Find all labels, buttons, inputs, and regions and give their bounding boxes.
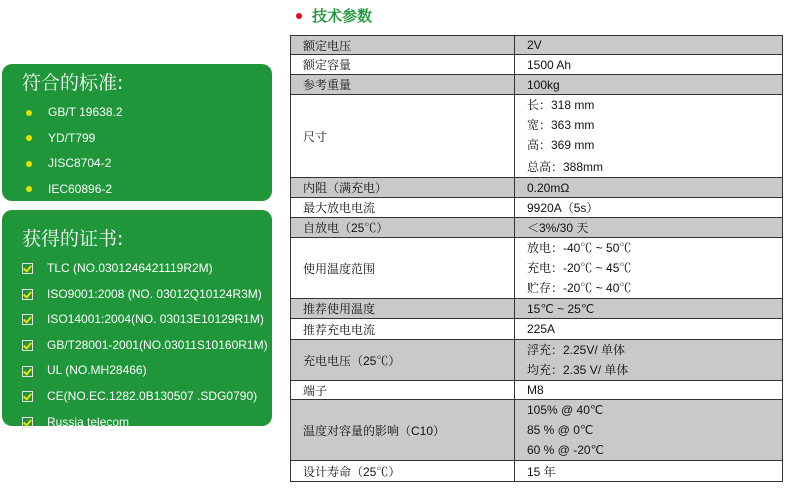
bullet-dot-icon xyxy=(26,110,32,116)
table-row xyxy=(291,75,783,95)
spec-value: ＜3%/30 天 xyxy=(515,218,783,238)
spec-label: 使用温度范围 xyxy=(291,238,515,299)
checkbox-icon xyxy=(22,340,33,351)
specs-table xyxy=(290,35,783,482)
spec-value: 9920A（5s） xyxy=(515,198,783,218)
spec-value: 15 年 xyxy=(515,461,783,482)
spec-label: 参考重量 xyxy=(291,75,515,95)
list-item: UL (NO.MH28466) xyxy=(22,358,272,384)
list-item: ISO9001:2008 (NO. 03012Q10124R3M) xyxy=(22,282,272,308)
standards-panel xyxy=(2,64,272,201)
bullet-dot-icon xyxy=(26,161,32,167)
specs-title: 技术参数 xyxy=(296,5,372,27)
spec-value: 100kg xyxy=(515,75,783,95)
checkbox-icon xyxy=(22,289,33,300)
table-row xyxy=(291,461,783,482)
standards-list xyxy=(22,100,272,202)
list-item: ISO14001:2004(NO. 03013E10129R1M) xyxy=(22,307,272,333)
spec-value: M8 xyxy=(515,381,783,400)
spec-value: 105% @ 40℃ 85 % @ 0℃ 60 % @ -20℃ xyxy=(515,400,783,461)
spec-label: 尺寸 xyxy=(291,95,515,178)
certificates-list xyxy=(22,256,272,435)
spec-value: 15℃ ~ 25℃ xyxy=(515,299,783,319)
spec-label: 温度对容量的影响（C10） xyxy=(291,400,515,461)
spec-label: 推荐充电电流 xyxy=(291,319,515,340)
table-row xyxy=(291,319,783,340)
spec-label: 充电电压（25℃） xyxy=(291,340,515,381)
spec-label: 额定电压 xyxy=(291,36,515,55)
spec-label: 最大放电电流 xyxy=(291,198,515,218)
certificates-title: 获得的证书: xyxy=(22,228,124,250)
list-item: GB/T 19638.2 xyxy=(22,100,272,126)
checkbox-icon xyxy=(22,263,33,274)
table-row xyxy=(291,178,783,198)
spec-label: 额定容量 xyxy=(291,55,515,75)
table-row xyxy=(291,381,783,400)
spec-value: 2V xyxy=(515,36,783,55)
spec-label: 自放电（25℃） xyxy=(291,218,515,238)
checkbox-icon xyxy=(22,314,33,325)
checkbox-icon xyxy=(22,391,33,402)
spec-value: 0.20mΩ xyxy=(515,178,783,198)
list-item: GB/T28001-2001(NO.03011S10160R1M) xyxy=(22,333,272,359)
spec-value: 放电：-40℃ ~ 50℃ 充电：-20℃ ~ 45℃ 贮存：-20℃ ~ 40℃ xyxy=(515,238,783,299)
standards-title: 符合的标准: xyxy=(22,72,124,94)
table-row xyxy=(291,95,783,178)
spec-value: 浮充：2.25V/ 单体 均充：2.35 V/ 单体 xyxy=(515,340,783,381)
spec-value: 1500 Ah xyxy=(515,55,783,75)
spec-value: 长：318 mm 宽：363 mm 高：369 mm 总高：388mm xyxy=(515,95,783,178)
table-row xyxy=(291,55,783,75)
spec-value: 225A xyxy=(515,319,783,340)
table-row xyxy=(291,36,783,55)
spec-label: 端子 xyxy=(291,381,515,400)
spec-label: 设计寿命（25℃） xyxy=(291,461,515,482)
bullet-dot-icon xyxy=(26,135,32,141)
checkbox-icon xyxy=(22,417,33,428)
list-item: TLC (NO.0301246421119R2M) xyxy=(22,256,272,282)
table-row xyxy=(291,400,783,461)
spec-label: 内阻（满充电） xyxy=(291,178,515,198)
list-item: IEC60896-2 xyxy=(22,177,272,203)
red-bullet-icon xyxy=(296,13,302,19)
table-row xyxy=(291,238,783,299)
bullet-dot-icon xyxy=(26,186,32,192)
spec-label: 推荐使用温度 xyxy=(291,299,515,319)
checkbox-icon xyxy=(22,366,33,377)
list-item: CE(NO.EC.1282.0B130507 .SDG0790) xyxy=(22,384,272,410)
certificates-panel xyxy=(2,210,272,429)
list-item: JISC8704-2 xyxy=(22,151,272,177)
table-row xyxy=(291,299,783,319)
list-item: YD/T799 xyxy=(22,126,272,152)
table-row xyxy=(291,340,783,381)
list-item: Russia telecom xyxy=(22,410,272,436)
table-row xyxy=(291,218,783,238)
table-row xyxy=(291,198,783,218)
